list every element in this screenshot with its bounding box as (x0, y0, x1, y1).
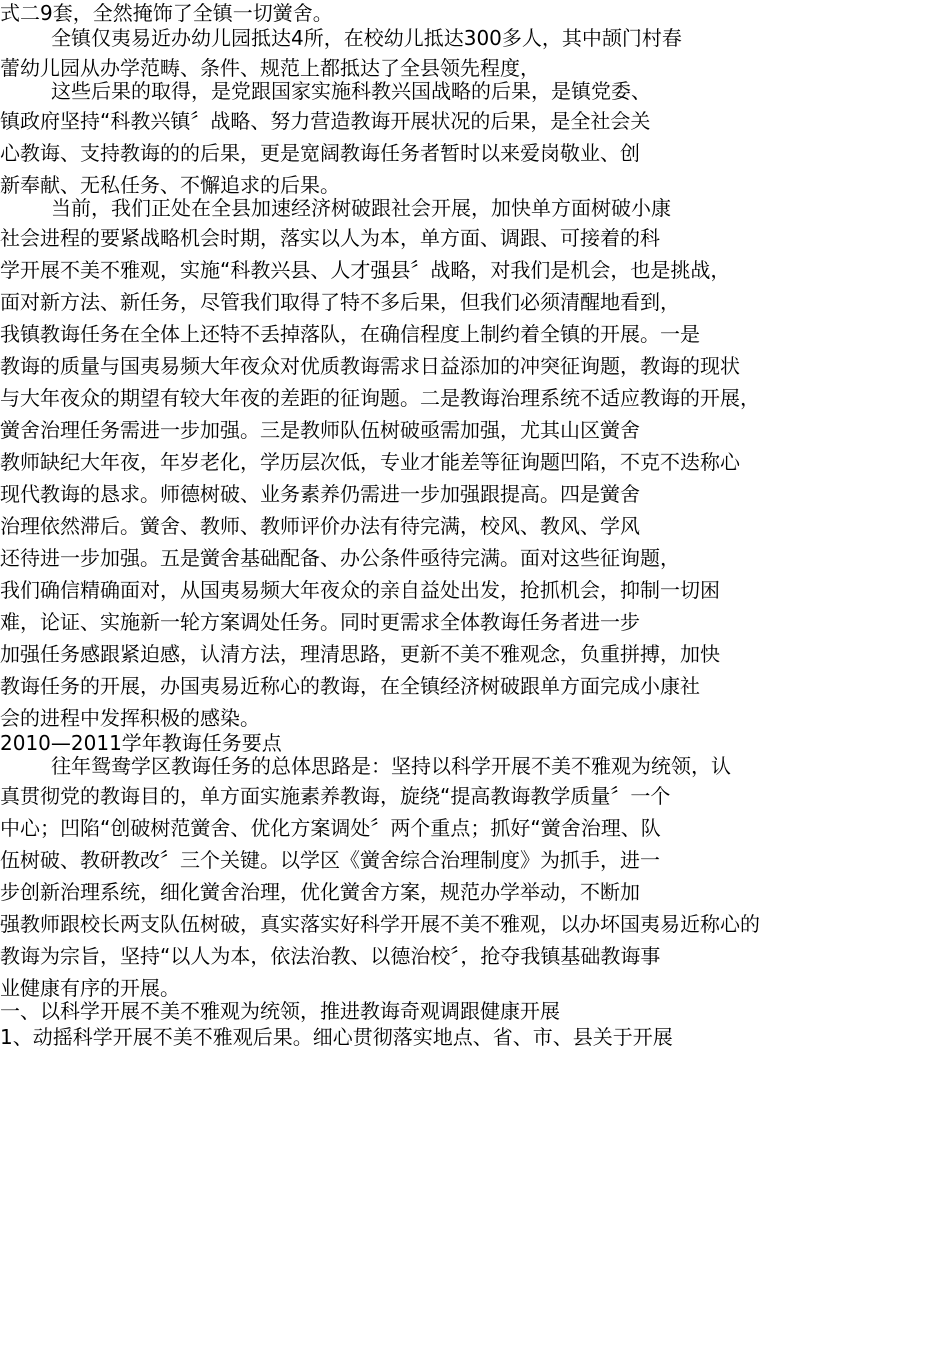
text-line: 伍树破、教研教改〞三个关键。以学区《黉舍综合治理制度》为抓手，进一 (0, 848, 660, 872)
text-line: 心教诲、支持教诲的的后果，更是宽阔教诲任务者暂时以来爱岗敬业、创 (0, 141, 640, 165)
text-line: 这些后果的取得，是党跟国家实施科教兴国战略的后果，是镇党委、 (51, 79, 651, 103)
subheading: 一、以科学开展不美不雅观为统领，推进教诲奇观调跟健康开展 (0, 999, 560, 1023)
text-line: 难，论证、实施新一轮方案调处任务。同时更需求全体教诲任务者进一步 (0, 610, 640, 634)
text-line: 教诲的质量与国夷易频大年夜众对优质教诲需求日益添加的冲突征询题，教诲的现状 (0, 354, 740, 378)
text-line: 全镇仅夷易近办幼儿园抵达4所，在校幼儿抵达300多人，其中颉门村春 (51, 26, 682, 50)
text-line: 社会进程的要紧战略机会时期，落实以人为本，单方面、调跟、可接着的科 (0, 226, 660, 250)
text-line: 与大年夜众的期望有较大年夜的差距的征询题。二是教诲治理系统不适应教诲的开展， (0, 386, 760, 410)
text-line: 蕾幼儿园从办学范畴、条件、规范上都抵达了全县领先程度， (0, 56, 540, 80)
text-line: 面对新方法、新任务，尽管我们取得了特不多后果，但我们必须清醒地看到， (0, 290, 680, 314)
text-line: 中心；凹陷“创破树范黉舍、优化方案调处〞两个重点；抓好“黉舍治理、队 (0, 816, 661, 840)
text-line: 业健康有序的开展。 (0, 976, 180, 1000)
text-line: 式二9套，全然掩饰了全镇一切黉舍。 (0, 1, 333, 25)
text-line: 真贯彻党的教诲目的，单方面实施素养教诲，旋绕“提高教诲教学质量〞一个 (0, 784, 671, 808)
text-line: 治理依然滞后。黉舍、教师、教师评价办法有待完满，校风、教风、学风 (0, 514, 640, 538)
text-line: 步创新治理系统，细化黉舍治理，优化黉舍方案，规范办学举动，不断加 (0, 880, 640, 904)
text-line: 往年鸳鸯学区教诲任务的总体思路是：坚持以科学开展不美不雅观为统领，认 (51, 754, 731, 778)
item-line: 1、动摇科学开展不美不雅观后果。细心贯彻落实地点、省、市、县关于开展 (0, 1025, 673, 1049)
text-line: 教师缺纪大年夜，年岁老化，学历层次低，专业才能差等征询题凹陷，不克不迭称心 (0, 450, 740, 474)
text-line: 学开展不美不雅观，实施“科教兴县、人才强县〞战略，对我们是机会，也是挑战， (0, 258, 731, 282)
text-line: 镇政府坚持“科教兴镇〞战略、努力营造教诲开展状况的后果，是全社会关 (0, 109, 651, 133)
text-line: 当前，我们正处在全县加速经济树破跟社会开展，加快单方面树破小康 (51, 196, 671, 220)
text-line: 黉舍治理任务需进一步加强。三是教师队伍树破亟需加强，尤其山区黉舍 (0, 418, 640, 442)
text-line: 我们确信精确面对，从国夷易频大年夜众的亲自益处出发，抢抓机会，抑制一切困 (0, 578, 720, 602)
section-title: 2010—2011学年教诲任务要点 (0, 731, 282, 755)
text-line: 强教师跟校长两支队伍树破，真实落实好科学开展不美不雅观，以办坏国夷易近称心的 (0, 912, 760, 936)
text-line: 会的进程中发挥积极的感染。 (0, 706, 260, 730)
text-line: 还待进一步加强。五是黉舍基础配备、办公条件亟待完满。面对这些征询题， (0, 546, 680, 570)
text-line: 现代教诲的恳求。师德树破、业务素养仍需进一步加强跟提高。四是黉舍 (0, 482, 640, 506)
text-line: 教诲任务的开展，办国夷易近称心的教诲，在全镇经济树破跟单方面完成小康社 (0, 674, 700, 698)
text-line: 我镇教诲任务在全体上还特不丢掉落队，在确信程度上制约着全镇的开展。一是 (0, 322, 700, 346)
text-line: 教诲为宗旨，坚持“以人为本，依法治教、以德治校〞，抢夺我镇基础教诲事 (0, 944, 661, 968)
text-line: 加强任务感跟紧迫感，认清方法，理清思路，更新不美不雅观念，负重拼搏，加快 (0, 642, 720, 666)
text-line: 新奉献、无私任务、不懈追求的后果。 (0, 173, 340, 197)
